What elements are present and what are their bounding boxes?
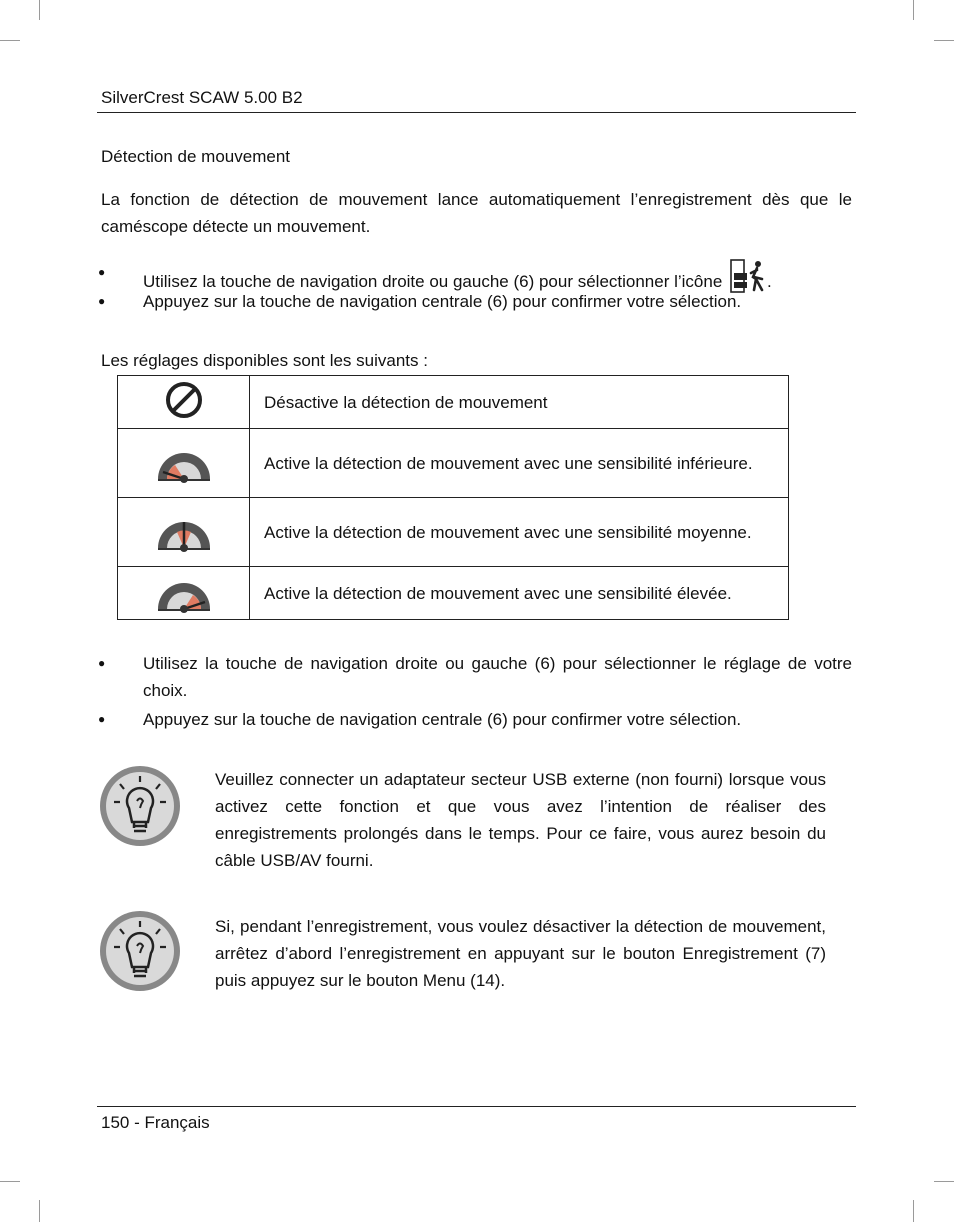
intro-paragraph: La fonction de détection de mouvement lance automatiquement l’enregistrement dès que le caméscope détecte un mouvement.: [101, 190, 852, 236]
bullet-dot: ●: [98, 294, 106, 308]
section-title: Détection de mouvement: [101, 147, 290, 166]
lightbulb-icon: [98, 909, 182, 993]
gauge-high-icon: [155, 569, 213, 613]
table-row: [118, 498, 789, 567]
bullet-dot: ●: [98, 712, 106, 726]
page-number: 150 - Français: [101, 1113, 210, 1132]
crop-mark: [934, 40, 954, 41]
table-row: [118, 567, 789, 620]
step-text: Utilisez la touche de navigation droite ou gauche (6) pour sélectionner l’icône: [143, 272, 723, 291]
icon-cell: [118, 567, 250, 620]
crop-mark: [913, 1200, 914, 1222]
bullet-dot: ●: [98, 656, 106, 670]
lightbulb-icon: [98, 764, 182, 848]
gauge-low-icon: [155, 439, 213, 483]
setting-description: Active la détection de mouvement avec une sensibilité moyenne.: [250, 498, 789, 567]
step-select-setting: Utilisez la touche de navigation droite ou gauche (6) pour sélectionner le réglage de votre choix.: [143, 654, 852, 700]
footer-rule: [97, 1106, 856, 1107]
bullet-dot: ●: [98, 265, 106, 279]
prohibited-icon: [164, 380, 204, 420]
header-title: SilverCrest SCAW 5.00 B2: [101, 88, 303, 107]
step-confirm-setting: Appuyez sur la touche de navigation centrale (6) pour confirmer votre sélection.: [143, 710, 742, 729]
crop-mark: [934, 1181, 954, 1182]
crop-mark: [39, 1200, 40, 1222]
step-suffix: .: [767, 272, 772, 291]
settings-table: [117, 375, 789, 620]
crop-mark: [39, 0, 40, 20]
tip-text: Veuillez connecter un adaptateur secteur USB externe (non fourni) lorsque vous activez cette fonction et que vous avez l’intention de réaliser des enregistrements prolongés dans le temps. Pour ce faire, vous aurez besoin du câble USB/AV fourni.: [215, 770, 826, 870]
crop-mark: [913, 0, 914, 20]
step-confirm: Appuyez sur la touche de navigation centrale (6) pour confirmer votre sélection.: [143, 292, 742, 311]
setting-description: Désactive la détection de mouvement: [250, 376, 789, 429]
icon-cell: [118, 498, 250, 567]
crop-mark: [0, 40, 20, 41]
icon-cell: [118, 429, 250, 498]
tip-text: Si, pendant l’enregistrement, vous voulez désactiver la détection de mouvement, arrêtez d’abord l’enregistrement en appuyant sur le bouton Enregistrement (7) puis appuyez sur le bouton Menu (14).: [215, 917, 826, 990]
setting-description: Active la détection de mouvement avec une sensibilité élevée.: [250, 567, 789, 620]
table-row: [118, 429, 789, 498]
table-row: [118, 376, 789, 429]
setting-description: Active la détection de mouvement avec une sensibilité inférieure.: [250, 429, 789, 498]
header-rule: [97, 112, 856, 113]
crop-mark: [0, 1181, 20, 1182]
gauge-medium-icon: [155, 508, 213, 552]
settings-intro: Les réglages disponibles sont les suivants :: [101, 351, 428, 370]
icon-cell: [118, 376, 250, 429]
